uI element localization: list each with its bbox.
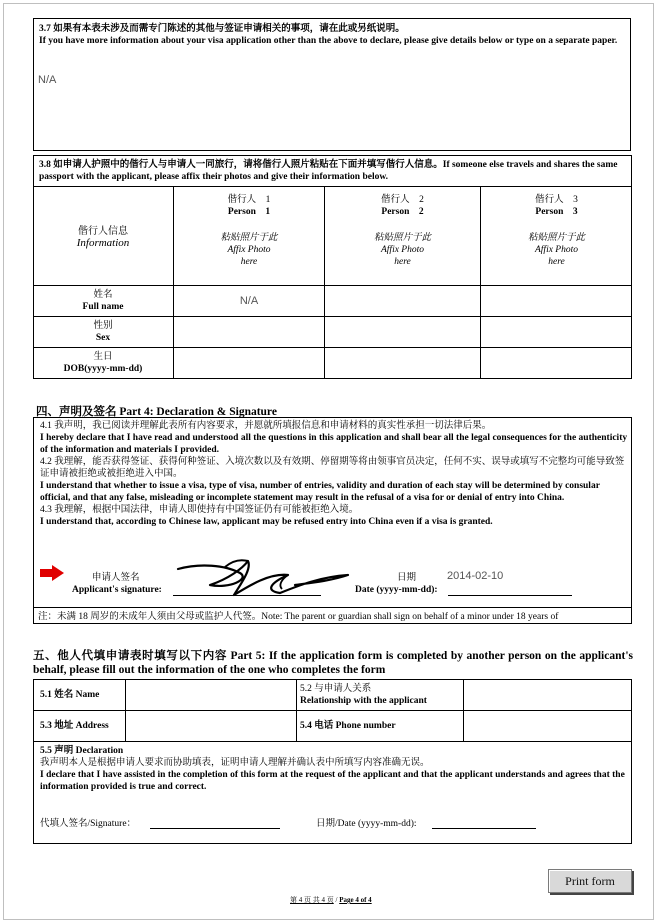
helper-name-label: 5.1 姓名 Name (40, 690, 100, 700)
helper-address-field[interactable] (126, 712, 295, 740)
person-2-dob[interactable] (325, 349, 479, 377)
person-3-photo-cell: 偕行人 3 Person 3 粘贴照片于此 Affix Photo here (527, 195, 585, 267)
person-1-photo-cell: 偕行人 1 Person 1 粘贴照片于此 Affix Photo here (220, 195, 278, 267)
sex-label: 性别 Sex (93, 321, 113, 343)
q37-zh: 3.7 如果有本表未涉及而需专门陈述的其他与签证申请相关的事项，请在此或另纸说明。 (39, 24, 405, 34)
page-number: 第 4 页 共 4 页 / Page 4 of 4 (290, 896, 372, 904)
declaration-4-1-zh: 4.1 我声明，我已阅读并理解此表所有内容要求，并愿就所填报信息和申请材料的真实性承担一切法律后果。 (40, 421, 492, 431)
red-arrow-icon (40, 565, 64, 581)
helper-relationship-label: 5.2 与申请人关系 Relationship with the applicant (300, 684, 427, 706)
person-2-sex[interactable] (325, 318, 479, 346)
q38-header: 3.8 如申请人护照中的偕行人与申请人一同旅行，请将偕行人照片粘贴在下面并填写偕行人信息。If someone else travels and shares the same passport with the applicant, please affix their photos and give their information below. (39, 160, 618, 182)
declaration-4-3-en: I understand that, according to Chinese law, applicant may be refused entry into China even if a visa is granted. (40, 517, 493, 527)
dob-label: 生日 DOB(yyyy-mm-dd) (63, 352, 143, 374)
helper-signature-label: 代填人签名/Signature： (40, 819, 137, 829)
declaration-4-2-zh: 4.2 我理解，能否获得签证、获得何种签证、入境次数以及有效期、停留期等将由领事官员决定，任何不实、误导或填写不完整均可能导致签证申请被拒绝或被拒绝进入中国。 (40, 457, 625, 479)
helper-relationship-field[interactable] (464, 681, 631, 709)
helper-date-field[interactable] (432, 812, 536, 828)
applicant-signature[interactable] (170, 555, 360, 600)
full-name-label: 姓名 Full name (82, 290, 124, 312)
applicant-signature-label-en: Applicant's signature: (72, 585, 162, 595)
declaration-4-1-en: I hereby declare that I have read and understood all the questions in this application and shall bear all the legal consequences for the authenticity of the information and materials I provided. (40, 433, 628, 455)
section-3-7 (33, 18, 631, 151)
helper-name-field[interactable] (126, 681, 295, 709)
declaration-4-3-zh: 4.3 我理解，根据中国法律，申请人即使持有中国签证仍有可能被拒绝入境。 (40, 505, 359, 515)
part4-title: 四、声明及签名 Part 4: Declaration & Signature (36, 406, 277, 418)
person-1-dob[interactable] (174, 349, 323, 377)
helper-phone-field[interactable] (464, 712, 631, 740)
person-3-full-name[interactable] (481, 287, 631, 315)
person-3-sex[interactable] (481, 318, 631, 346)
person-1-sex[interactable] (174, 318, 323, 346)
print-form-button[interactable]: Print form (548, 869, 632, 893)
person-1-full-name[interactable]: N/A (239, 295, 259, 307)
person-2-full-name[interactable] (325, 287, 479, 315)
signature-date[interactable]: 2014-02-10 (447, 570, 504, 582)
part4-declarations (40, 420, 628, 528)
helper-signature-field[interactable] (150, 812, 280, 828)
date-label-en: Date (yyyy-mm-dd): (355, 585, 438, 595)
helper-address-label: 5.3 地址 Address (40, 721, 109, 731)
helper-declaration: 5.5 声明 Declaration 我声明本人是根据申请人要求而协助填表，证明申请人理解并确认表中所填写内容准确无误。 I declare that I have assisted in the completion of this form at the request of the applicant and that the applicant understands and agrees that the information provided is true and correct. (40, 746, 625, 792)
companion-info-label: 偕行人信息 Information (76, 226, 130, 249)
q37-en: If you have more information about your visa application other than the above to declare, please give details below or type on a separate paper. (39, 36, 618, 46)
person-2-photo-cell: 偕行人 2 Person 2 粘贴照片于此 Affix Photo here (373, 195, 431, 267)
minor-note: 注：未满 18 周岁的未成年人须由父母或监护人代签。Note: The parent or guardian shall sign on behalf of a minor under 18 years of (38, 612, 559, 622)
date-label-zh: 日期 (397, 573, 417, 583)
helper-phone-label: 5.4 电话 Phone number (300, 721, 396, 731)
helper-date-label: 日期/Date (yyyy-mm-dd): (316, 819, 417, 829)
declaration-4-2-en: I understand that whether to issue a visa, type of visa, number of entries, validity and duration of each stay will be determined by consular official, and that any false, misleading or incomplete statement may result in the refusal of a visa for or denial of entry into China. (40, 481, 600, 503)
part5-title: 五、他人代填申请表时填写以下内容 Part 5: If the application form is completed by another person on the applicant's behalf, please fill out the information of the one who completes the form (33, 650, 633, 676)
applicant-signature-label-zh: 申请人签名 (92, 573, 140, 583)
person-3-dob[interactable] (481, 349, 631, 377)
q37-answer[interactable]: N/A (38, 74, 57, 86)
